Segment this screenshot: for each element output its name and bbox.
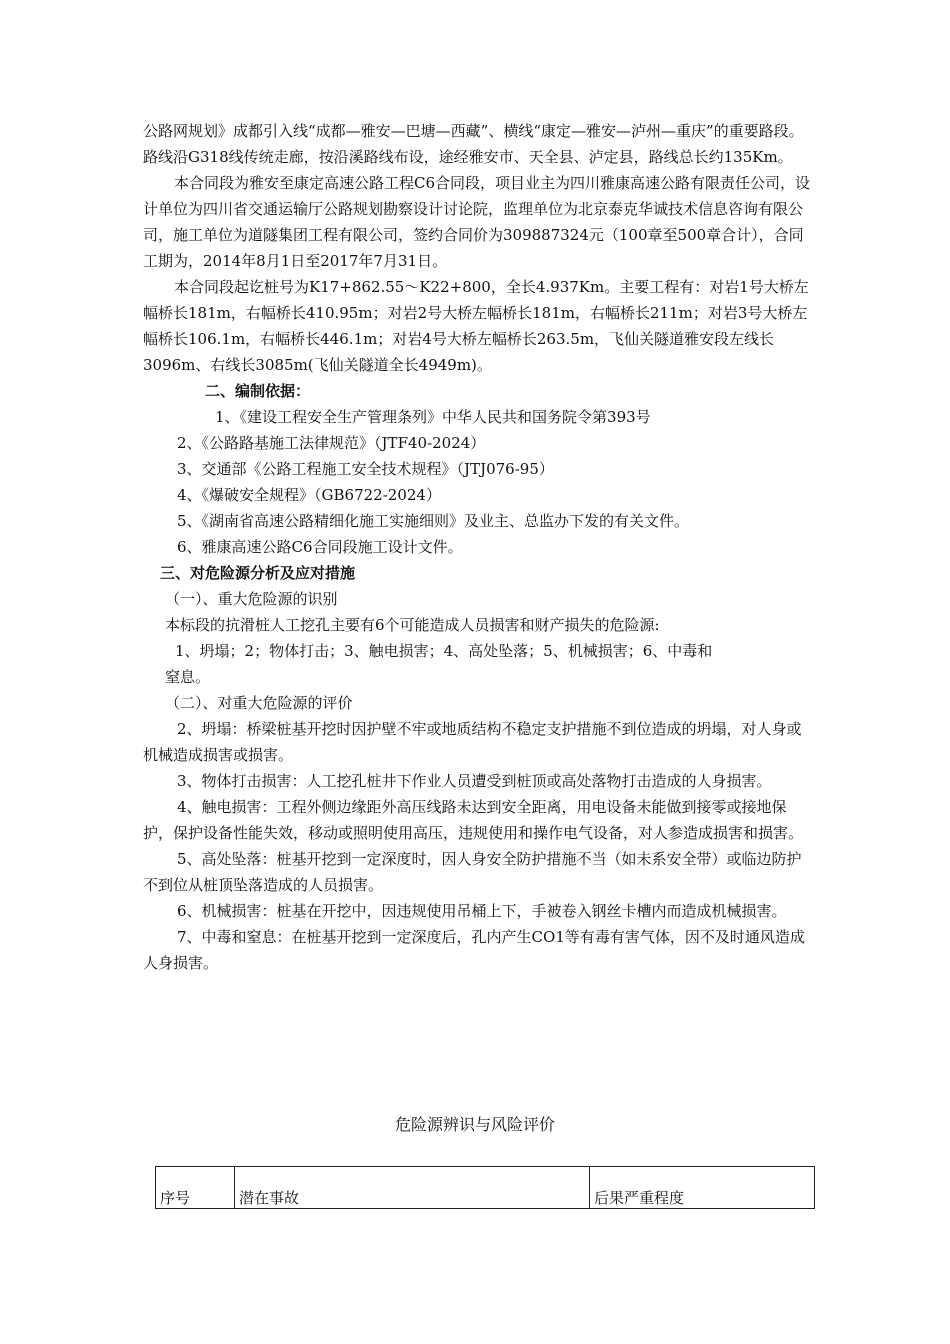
section-heading-hazard: 三、对危险源分析及应对措施 <box>160 564 356 582</box>
subsection-evaluation: （二）、对重大危险源的评价 <box>165 694 353 712</box>
paragraph-contract: 本合同段为雅安至康定高速公路工程C6合同段，项目业主为四川雅康高速公路有限责任公司，设计单位为四川省交通运输厅公路规划勘察设计讨论院，监理单位为北京泰克华诚技术信息咨询有限公司，施工单位为道隧集团工程有限公司，签约合同价为309887324元（100章至500章合计），合同工期为，2014年8月1日至2017年7月31日。 <box>143 174 811 270</box>
evaluation-item: 5、高处坠落：桩基开挖到一定深度时，因人身安全防护措施不当（如未系安全带）或临边防护不到位从桩顶坠落造成的人员损害。 <box>143 850 802 894</box>
identification-text: 本标段的抗滑桩人工挖孔主要有6个可能造成人员损害和财产损失的危险源: <box>165 616 660 634</box>
evaluation-item: 4、触电损害：工程外侧边缘距外高压线路未达到安全距离，用电设备未能做到接零或接地保护，保护设备性能失效，移动或照明使用高压，违规使用和操作电气设备，对人参造成损害和损害。 <box>143 798 804 842</box>
paragraph-route: 公路网规划》成都引入线“成都—雅安—巴塘—西藏”、横线“康定—雅安—泸州—重庆”的重要路段。路线沿G318线传统走廊，按沿溪路线布设，途经雅安市、天全县、泸定县，路线总长约135Km。 <box>143 122 804 166</box>
evaluation-item: 6、机械损害：桩基在开挖中，因违规使用吊桶上下，手被卷入钢丝卡槽内而造成机械损害。 <box>177 902 787 920</box>
hazard-list-line: 1、坍塌；2；物体打击；3、触电损害；4、高处坠落；5、机械损害；6、中毒和 <box>175 642 713 660</box>
risk-table <box>155 1166 815 1209</box>
basis-item: 6、雅康高速公路C6合同段施工设计文件。 <box>177 538 463 556</box>
subsection-identification: （一）、重大危险源的识别 <box>165 590 338 608</box>
evaluation-item: 7、中毒和窒息：在桩基开挖到一定深度后，孔内产生CO1等有毒有害气体，因不及时通风造成人身损害。 <box>143 928 805 972</box>
header-cell-number: 序号 <box>156 1167 235 1209</box>
paragraph-scope: 本合同段起讫桩号为K17+862.55～K22+800，全长4.937Km。主要工程有：对岩1号大桥左幅桥长181m，右幅桥长410.95m；对岩2号大桥左幅桥长181m，右幅桥长211m；对岩3号大桥左幅桥长106.1m，右幅桥长446.1m；对岩4号大桥左幅桥长263.5m，飞仙关隧道雅安段左线长3096m、右线长3085m(飞仙关隧道全长4949m)。 <box>143 278 809 374</box>
hazard-list-line: 窒息。 <box>165 668 211 686</box>
evaluation-item: 2、坍塌：桥梁桩基开挖时因护壁不牢或地质结构不稳定支护措施不到位造成的坍塌，对人身或机械造成损害或损害。 <box>143 720 802 764</box>
basis-item: 2、《公路路基施工法律规范》（JTF40-2024） <box>177 434 486 452</box>
document-body <box>143 118 813 976</box>
table-title: 危险源辨识与风险评价 <box>394 1115 555 1134</box>
basis-item: 4、《爆破安全规程》（GB6722-2024） <box>177 486 441 504</box>
section-heading-basis: 二、编制依据： <box>205 382 311 400</box>
basis-item: 1、《建设工程安全生产管理条列》中华人民共和国务院令第393号 <box>215 408 651 426</box>
header-cell-severity: 后果严重程度 <box>590 1167 815 1209</box>
basis-item: 3、交通部《公路工程施工安全技术规程》（JTJ076-95） <box>177 460 554 478</box>
evaluation-item: 3、物体打击损害：人工挖孔桩井下作业人员遭受到桩顶或高处落物打击造成的人身损害。 <box>177 772 772 790</box>
basis-item: 5、《湖南省高速公路精细化施工实施细则》及业主、总监办下发的有关文件。 <box>177 512 690 530</box>
table-header-row <box>156 1167 815 1209</box>
header-cell-accident: 潜在事故 <box>235 1167 590 1209</box>
